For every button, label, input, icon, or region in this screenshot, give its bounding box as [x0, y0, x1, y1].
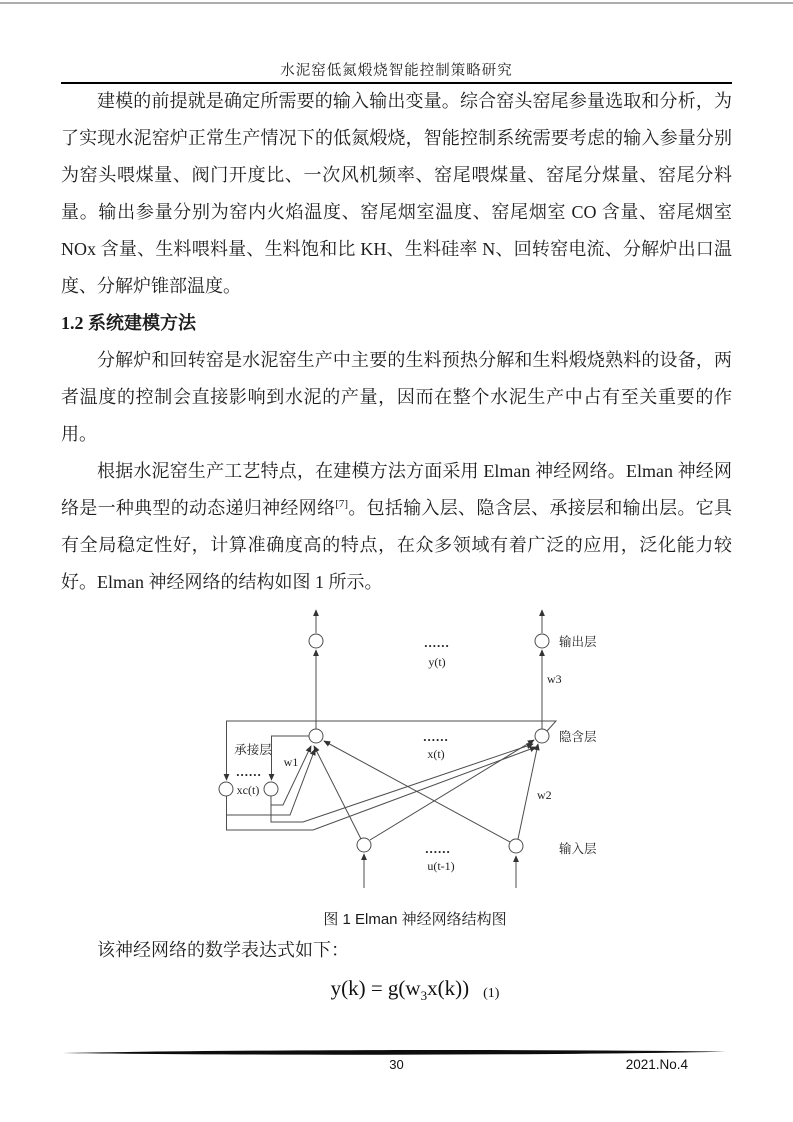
section-heading: 1.2 系统建模方法 — [61, 313, 196, 333]
label-w1: w1 — [283, 755, 299, 769]
label-context-layer: 承接层 — [234, 743, 272, 757]
equation — [330, 976, 470, 1004]
hidden-node — [535, 729, 549, 743]
label-x-t: x(t) — [427, 747, 445, 761]
input-to-hidden-3 — [324, 741, 510, 842]
equation-text: x(k)) — [427, 976, 470, 1000]
hidden-node — [309, 729, 323, 743]
paragraph-elman-intro — [61, 453, 732, 601]
context-node — [264, 782, 278, 796]
diagram-labels — [234, 634, 597, 873]
input-to-hidden-1 — [314, 746, 361, 839]
running-head: 水泥窑低氮煅烧智能控制策略研究 — [280, 63, 513, 79]
context-dots: ...... — [236, 764, 262, 779]
issue-label: 2021.No.4 — [625, 1057, 688, 1072]
equation-number: (1) — [483, 986, 500, 1001]
diagram-edges — [227, 610, 557, 888]
label-output-layer: 输出层 — [559, 635, 597, 649]
hidden-dots: ...... — [423, 729, 449, 744]
label-u-t-1: u(t-1) — [427, 859, 455, 873]
body-text — [61, 83, 732, 601]
footer-rule-shape — [63, 1050, 726, 1055]
citation-ref: [7] — [335, 498, 349, 510]
elman-network-diagram — [185, 600, 645, 900]
output-node — [535, 634, 549, 648]
output-dots: ...... — [424, 635, 450, 650]
paragraph-kiln-importance: 分解炉和回转窑是水泥窑生产中主要的生料预热分解和生料煅烧熟料的设备，两者温度的控制会直接影响到水泥的产量，因而在整个水泥生产中占有至关重要的作用。 — [61, 350, 732, 444]
page-top-edge — [0, 2, 793, 4]
equation-subscript: 3 — [420, 988, 428, 1004]
formula-lead — [61, 932, 732, 969]
label-hidden-layer: 隐含层 — [559, 730, 597, 744]
figure-caption: 图 1 Elman 神经网络结构图 — [323, 911, 507, 928]
input-to-hidden-4-w2 — [518, 744, 538, 839]
input-node — [509, 839, 523, 853]
feedback-frame-outer — [227, 721, 557, 780]
label-w3: w3 — [547, 672, 562, 686]
paragraph-text: 该神经网络的数学表达式如下： — [97, 940, 349, 960]
paragraph-text: 。包括输入层、隐含层、承接层和输出层。它具有全局稳定性好，计算准确度高的特点，在众多领域有着广泛的应用，泛化能力较好。Elman 神经网络的结构如图 1 所示。 — [61, 498, 733, 592]
context-node — [219, 782, 233, 796]
equation-text: y(k) = g(w — [330, 976, 421, 1000]
label-y-t: y(t) — [428, 655, 446, 669]
input-to-hidden-2 — [370, 740, 534, 840]
label-xc-t: xc(t) — [236, 783, 260, 797]
input-node — [357, 838, 371, 852]
page-number: 30 — [389, 1057, 404, 1072]
paragraph-io-variables: 建模的前提就是确定所需要的输入输出变量。综合窑头窑尾参量选取和分析，为了实现水泥窑炉正常生产情况下的低氮煅烧，智能控制系统需要考虑的输入参量分别为窑头喂煤量、阀门开度比、一次风机频率、窑尾喂煤量、窑尾分煤量、窑尾分料量。输出参量分别为窑内火焰温度、窑尾烟室温度、窑尾烟室 CO 含量、窑尾烟室 NOx 含量、生料喂料量、生料饱和比 KH、生料硅率 N、回转窑电流、分解炉出口温度、分解炉锥部温度。 — [61, 91, 732, 296]
equation-row — [185, 976, 645, 1004]
input-dots: ...... — [425, 841, 451, 856]
label-w2: w2 — [537, 788, 552, 802]
label-input-layer: 输入层 — [559, 842, 597, 856]
footer-rule — [63, 1049, 727, 1057]
output-node — [309, 634, 323, 648]
paragraph-text: 根据水泥窑生产工艺特点，在建模方法方面采用 Elman 神经网络。Elman 神经网络是一种典型的动态递归神经网络 — [61, 461, 732, 518]
